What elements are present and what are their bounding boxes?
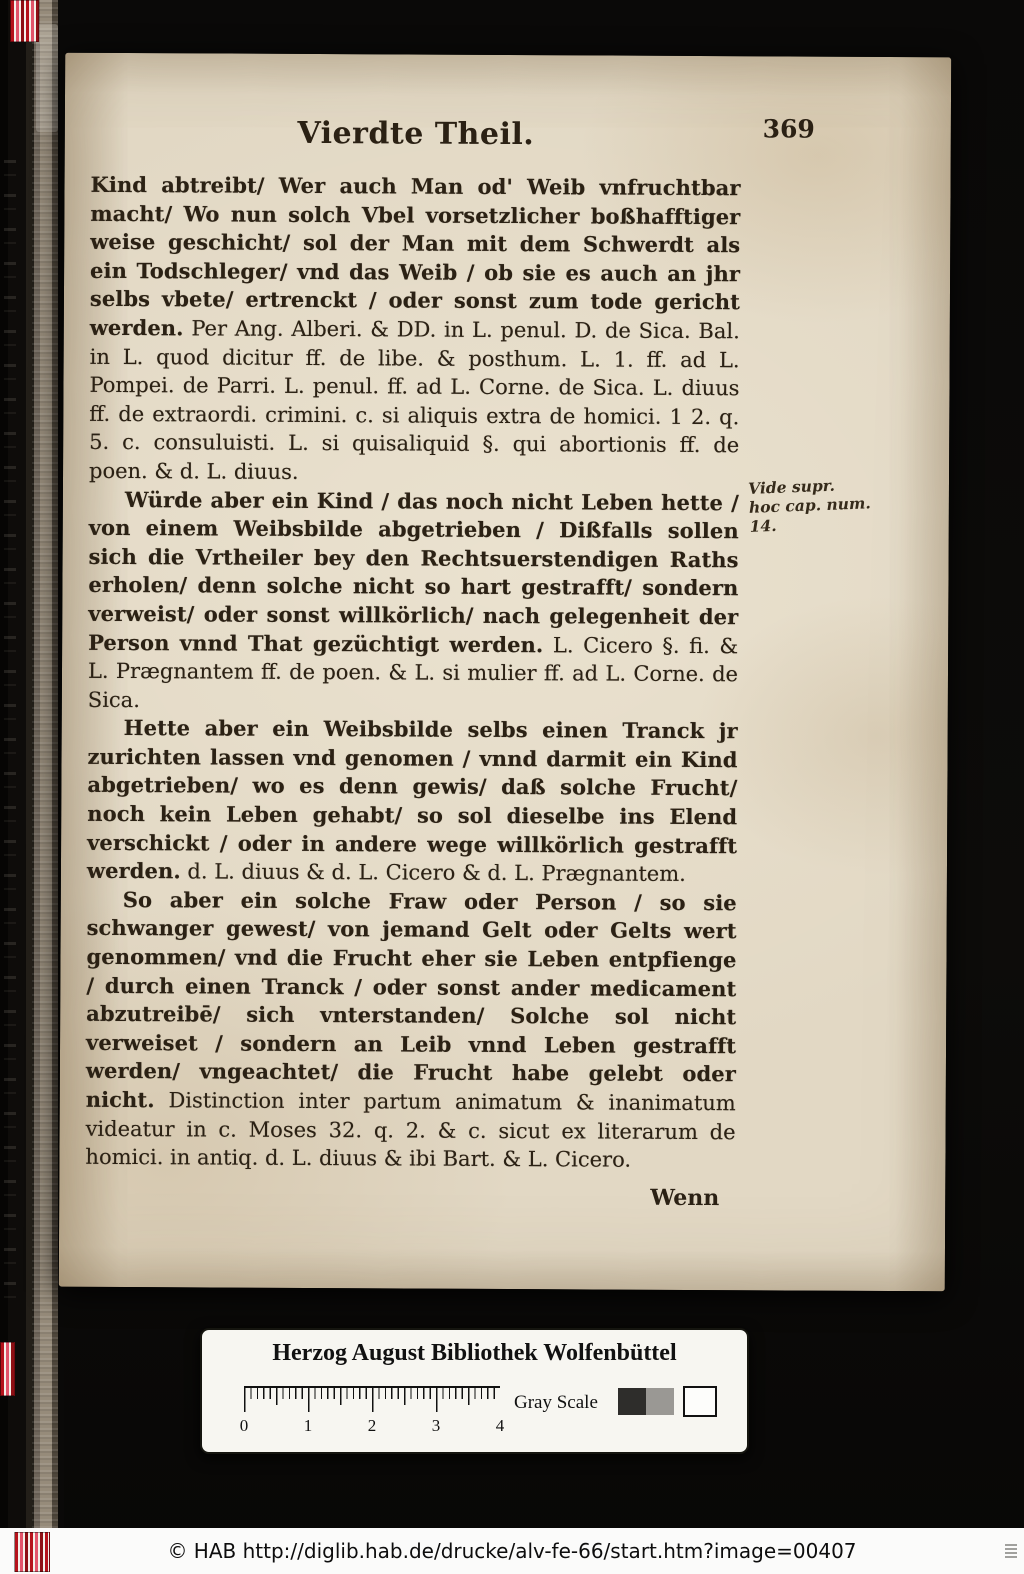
ruler-number: 4 <box>495 1416 505 1435</box>
scanner-corner-mark <box>1005 1544 1017 1558</box>
footer-bar <box>0 1528 1024 1574</box>
page-edge-striations <box>32 0 58 1528</box>
ruler-icon <box>244 1386 500 1416</box>
paragraph-german-text: Würde aber ein Kind / das noch nicht Leben hette / von einem Weibsbilde abgetrieben / Dißfalls sollen sich die Vrtheiler bey den Rechtsuerstendigen Raths erholen/ denn solche nicht so hart gestrafft/ sondern verweist/ oder sonst willkörlich/ nach gelegenheit der Person vnnd That gezüchtigt werden. <box>88 486 739 657</box>
paragraph-latin-citation: Distinction inter partum animatum & inanimatum videatur in c. Moses 32. q. 2. & c. sicut ex literarum de homici. in antiq. d. L. diuus & ibi Bart. & L. Cicero. <box>85 1088 736 1172</box>
scanned-page <box>59 53 951 1292</box>
paragraph <box>87 714 738 889</box>
paragraph-german-text: So aber ein solche Fraw oder Person / so sie schwanger gewest/ von jemand Gelt oder Gelts wert genommen/ vnd die Frucht eher sie Leben entpfienge / durch einen Tranck / oder sonst ander medicament abzutreibē/ sich vnterstanden/ Solche sol nicht verweiset / sondern an Leib vnnd Leben gestrafft werden/ vngeachtet/ die Frucht habe gelebt oder nicht. <box>85 886 737 1113</box>
paragraph-latin-citation: d. L. diuus & d. L. Cicero & d. L. Prægnantem. <box>187 859 686 887</box>
ruler-number: 1 <box>303 1416 313 1435</box>
color-registration-bar-icon <box>0 1342 15 1396</box>
library-name: Herzog August Bibliothek Wolfenbüttel <box>272 1340 677 1366</box>
paragraph-latin-citation: L. Cicero §. fi. & L. Prægnantem ff. de poen. & L. si mulier ff. ad L. Corne. de Sica. <box>87 632 739 712</box>
margin-note: Vide supr. hoc cap. num. 14. <box>747 475 872 536</box>
paragraph-german-text: Kind abtreibt/ Wer auch Man od' Weib vnfruchtbar macht/ Wo nun solch Vbel vorsetzlicher boßhafftiger weise geschicht/ sol der Man mit dem Schwerdt als ein Todschleger/ vnd das Weib / ob sie es auch an jhr selbs vbete/ ertrenckt / oder sonst zum tode gericht werden. <box>89 171 741 341</box>
paragraph-german-text: Hette aber ein Weibsbilde selbs einen Tranck jr zurichten lassen vnd genomen / vnnd darmit ein Kind abgetrieben/ wo es denn gewis/ daß solche Frucht/ noch kein Leben gehabt/ so sol dieselbe ins Elend verschickt / oder in andere wege willkörlich gestrafft werden. <box>86 715 738 884</box>
catchword: Wenn <box>650 1184 720 1211</box>
color-registration-bar-icon <box>10 0 39 42</box>
page-edge-flecks <box>4 160 16 1300</box>
gray-scale-patch-mid <box>646 1388 674 1415</box>
paragraph <box>88 485 739 717</box>
section-title: Vierdte Theil. <box>297 115 535 153</box>
page-number: 369 <box>762 114 815 144</box>
page-header <box>91 114 815 162</box>
paragraph <box>85 886 736 1175</box>
paragraph-latin-citation: Per Ang. Alberi. & DD. in L. penul. D. de Sica. Bal. in L. quod dicitur ff. de libe. & posthum. L. 1. ff. ad L. Pompei. de Parri. L. penul. ff. ad L. Corne. de Sica. L. diuus ff. de extraordi. crimini. c. si aliquis extra de homici. 1 2. q. 5. c. consuluisti. L. si quisaliquid §. qui abortionis ff. de poen. & d. L. diuus. <box>88 316 740 484</box>
ruler-number: 0 <box>239 1416 249 1435</box>
ruler-number: 3 <box>431 1416 441 1435</box>
ruler-number: 2 <box>367 1416 377 1435</box>
gray-scale-patch-dark <box>618 1388 646 1415</box>
copyright-url-text: © HAB http://diglib.hab.de/drucke/alv-fe-66/start.htm?image=00407 <box>167 1539 857 1563</box>
gray-scale-patch-white <box>683 1386 717 1417</box>
gray-scale-label: Gray Scale <box>514 1392 598 1413</box>
paragraph <box>89 171 741 489</box>
calibration-card <box>200 1328 749 1454</box>
body-text <box>85 171 740 1211</box>
